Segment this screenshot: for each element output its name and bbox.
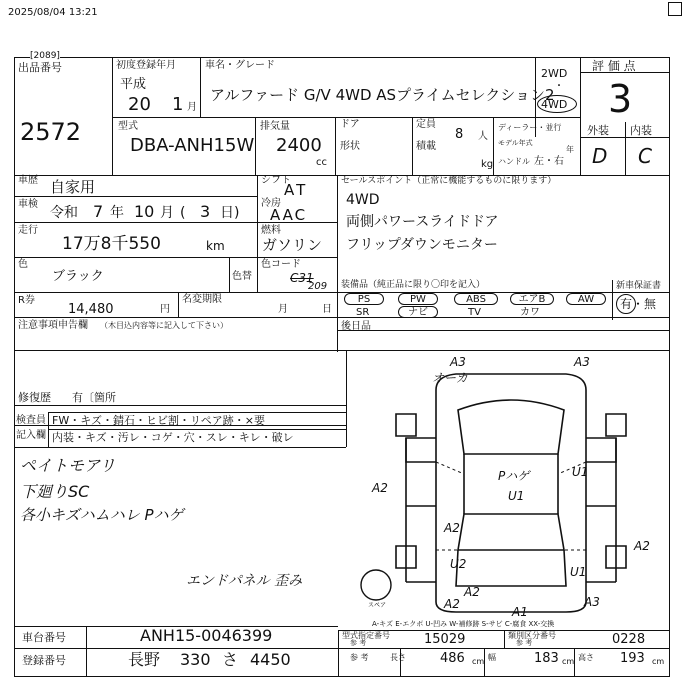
car-name-value: アルファード G/V 4WD ASプライムセレクション2 [210, 86, 555, 104]
corner-mark-icon [668, 2, 682, 16]
height-value: 193 [620, 651, 645, 666]
spare-label: スペア [368, 602, 387, 609]
chassis-value: ANH15-0046399 [140, 626, 273, 645]
color-code-value: 209 [308, 281, 328, 292]
spare-tire-icon [361, 570, 391, 600]
registration-year: 20 [128, 94, 151, 115]
history-value: 自家用 [50, 178, 96, 196]
approval-label: 型式指定番号 [342, 631, 390, 640]
color-value: ブラック [52, 269, 104, 284]
color-code-label: 色コード [261, 259, 301, 270]
warranty-circle [616, 294, 636, 314]
rear-seat-label: 後日品 [341, 321, 371, 332]
svg-text:U1: U1 [508, 489, 525, 503]
repair-value: 有〔箇所 [72, 391, 116, 404]
sales-point-3: フリップダウンモニター [346, 237, 498, 253]
svg-text:A2: A2 [634, 539, 650, 553]
svg-text:オーカ: オーカ [432, 371, 468, 385]
equip-ps: PS [344, 293, 384, 305]
mileage-value: 17万8千550 [62, 234, 161, 254]
chassis-label: 車台番号 [22, 631, 66, 644]
inspection-label: 車検 [18, 199, 38, 210]
svg-text:U1: U1 [572, 465, 589, 479]
svg-text:A2: A2 [444, 597, 460, 611]
doors-label: ドア [340, 119, 360, 130]
damage-legend: A-キズ E-エクボ U-凹み W-補修跡 S-サビ C-腐食 XX-交換 [372, 620, 555, 628]
displacement-label: 排気量 [260, 121, 290, 132]
svg-text:A2: A2 [444, 521, 460, 535]
shape-label: 形状 [340, 141, 360, 152]
lot-number: 2572 [20, 118, 82, 146]
equipment-label: 装備品（純正品に限り〇印を記入） [341, 280, 486, 290]
length-value: 486 [440, 651, 465, 666]
car-name-label: 車名・グレード [205, 60, 275, 71]
svg-text:Pハゲ: Pハゲ [498, 469, 530, 483]
sales-point-2: 両側パワースライドドア [346, 214, 499, 230]
registration-era: 平成 [120, 77, 147, 92]
lot-label: 出品番号 [18, 61, 62, 74]
history-label: 車歴 [18, 175, 38, 186]
svg-text:A3: A3 [574, 355, 590, 369]
warranty-value: 有・無 [620, 297, 657, 311]
equip-pw: PW [398, 293, 438, 305]
displacement-value: 2400 [276, 135, 322, 156]
handwritten-note-2: 下廻りSC [20, 482, 90, 501]
category-label: 類別区分番号 [508, 631, 556, 640]
handwritten-note-1: ペイトモアリ [20, 456, 116, 475]
recycle-label: R券 [18, 295, 35, 306]
notes-sub: （木目込内容等に記入して下さい） [100, 321, 228, 330]
svg-text:A1: A1 [512, 605, 528, 619]
interior-label: 内装 [630, 124, 652, 137]
handle-label: ハンドル [498, 157, 530, 166]
category-value: 0228 [612, 632, 646, 647]
inspector-row-2: 内装・キズ・汚レ・コゲ・穴・スレ・キレ・破レ [52, 431, 294, 444]
warranty-label: 新車保証書 [616, 281, 662, 291]
plate-label: 登録番号 [22, 654, 66, 667]
exterior-label: 外装 [587, 124, 609, 137]
fuel-label: 燃料 [261, 225, 281, 236]
equip-airbag: エアB [510, 293, 554, 305]
svg-text:A3: A3 [584, 595, 600, 609]
handwritten-note-4: エンドパネル 歪み [186, 573, 303, 589]
plate-region: 長野 [128, 650, 161, 669]
exterior-grade: D [592, 144, 608, 168]
drive-2wd: 2WD [541, 67, 568, 80]
aircon-value: AAC [270, 206, 308, 224]
svg-text:A2: A2 [372, 481, 388, 495]
mileage-label: 走行 [18, 225, 38, 236]
fuel-value: ガソリン [262, 236, 323, 254]
svg-text:A3: A3 [450, 355, 466, 369]
car-damage-diagram [346, 350, 670, 620]
repair-label: 修復歴 [18, 391, 51, 404]
model-year-label: モデル年式 [498, 139, 533, 147]
shift-value: AT [284, 181, 309, 199]
handwritten-note-3: 各小キズハムハレ Pハゲ [20, 506, 184, 524]
equip-leather: カワ [520, 307, 540, 318]
aircon-label: 冷房 [261, 198, 281, 209]
equip-tv: TV [468, 307, 481, 318]
plate-kana: さ [222, 650, 239, 669]
equip-navi: ナビ [398, 306, 438, 318]
color-change-label: 色替 [232, 271, 252, 282]
title-change-label: 名変期限 [182, 294, 222, 305]
svg-text:U2: U2 [450, 557, 467, 571]
registration-month: 1 [172, 94, 184, 115]
plate-number: 4450 [250, 650, 291, 669]
svg-text:U1: U1 [570, 565, 587, 579]
lot-code: [2089] [30, 51, 60, 61]
dims-ref: 参 考 [350, 653, 369, 662]
registration-label: 初度登録年月 [116, 60, 176, 71]
interior-grade: C [638, 144, 652, 168]
inspector-label-1: 検査員 [16, 415, 46, 426]
recycle-value: 14,480 [68, 302, 114, 317]
shift-label: シフト [261, 175, 291, 186]
notes-label: 注意事項申告欄 [18, 320, 88, 331]
drive-4wd: 4WD [541, 98, 568, 111]
dealer-label: ディーラー・並行 [498, 123, 562, 132]
timestamp: 2025/08/04 13:21 [8, 7, 98, 18]
color-label: 色 [18, 259, 28, 270]
approval-value: 15029 [424, 632, 466, 647]
load-label: 積載 [416, 141, 436, 152]
color-code-crossed: C31 [290, 271, 314, 285]
equip-aw: AW [566, 293, 606, 305]
plate-class: 330 [180, 650, 211, 669]
equip-sr: SR [356, 307, 370, 318]
sales-point-1: 4WD [346, 192, 380, 208]
model-label: 型式 [118, 121, 138, 132]
inspector-label-2: 記入欄 [16, 430, 46, 441]
model-value: DBA-ANH15W [130, 135, 255, 156]
equip-abs: ABS [454, 293, 498, 305]
capacity-value: 8 [455, 127, 464, 142]
capacity-label: 定員 [416, 119, 436, 130]
sales-points-label: セールスポイント（正常に機能するものに限ります） [341, 176, 557, 186]
width-value: 183 [534, 651, 559, 666]
rating-value: 3 [608, 77, 633, 121]
handle-value: 左・右 [534, 156, 564, 167]
rating-label: 評 価 点 [592, 59, 636, 73]
inspector-row-1: FW・キズ・錆石・ヒビ割・リペア跡・×要 [52, 414, 265, 427]
svg-text:A2: A2 [464, 585, 480, 599]
